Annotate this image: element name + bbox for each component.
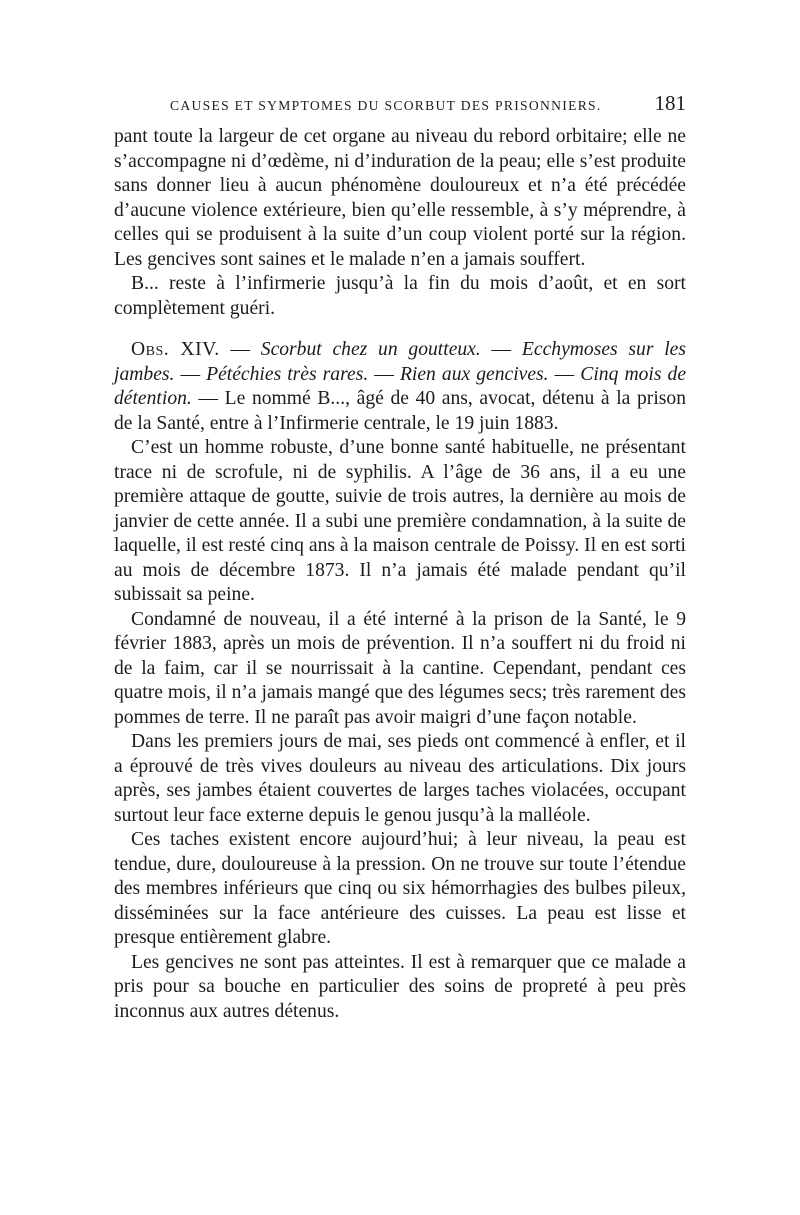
dash: —	[219, 339, 261, 360]
paragraph: Dans les premiers jours de mai, ses pieds ont commencé à enfler, et il a éprouvé de très vives douleurs au niveau des articulations. Dix jours après, ses jambes étaient couvertes de larges taches violacées, occupant surtout leur face externe depuis le genou jusqu’à la malléole.	[114, 731, 686, 826]
observation-duration: Cinq mois de détention.	[114, 363, 687, 409]
dash: —	[174, 363, 207, 385]
paragraph: Condamné de nouveau, il a été interné à la prison de la Santé, le 9 février 1883, après un mois de prévention. Il n’a souffert ni du froid ni de la faim, car il se nourrissait à la cantine. Cependant, pendant ces quatre mois, il n’a jamais mangé que des légumes secs; très rarement des pommes de terre. Il ne paraît pas avoir maigri d’une façon notable.	[114, 608, 686, 728]
paragraph: B... reste à l’infirmerie jusqu’à la fin du mois d’août, et en sort complètement guéri.	[114, 273, 686, 319]
paragraph: Les gencives ne sont pas atteintes. Il est à remarquer que ce malade a pris pour sa bouche en particulier des soins de propreté à peu près inconnus aux autres détenus.	[114, 951, 686, 1022]
running-header	[170, 91, 686, 121]
dash: —	[480, 339, 522, 360]
running-title: CAUSES ET SYMPTOMES DU SCORBUT DES PRISONNIERS.	[170, 98, 602, 113]
dash: —	[548, 363, 581, 385]
dash: —	[368, 363, 400, 385]
observation-label: Obs. XIV.	[131, 339, 220, 360]
observation-symptom: Pétéchies très rares.	[206, 363, 369, 385]
observation-heading	[114, 338, 686, 436]
page-number: 181	[654, 91, 686, 115]
observation-intro: — Le nommé B..., âgé de 40 ans, avocat, détenu à la prison de la Santé, entre à l’Infirmerie centrale, le 19 juin 1883.	[114, 388, 686, 434]
body-text	[114, 125, 686, 1024]
paragraph: Ces taches existent encore aujourd’hui; à leur niveau, la peau est tendue, dure, douloureuse à la pression. On ne trouve sur toute l’étendue des membres inférieurs que cinq ou six hémorrhagies des bulbes pileux, disséminées sur la face antérieure des cuisses. La peau est lisse et presque entièrement glabre.	[114, 829, 686, 948]
observation-title: Scorbut chez un goutteux.	[260, 339, 481, 360]
observation-symptom: Ecchymoses sur les jambes.	[114, 339, 687, 385]
observation-symptom: Rien aux gencives.	[399, 363, 549, 385]
paragraph-continued: pant toute la largeur de cet organe au niveau du rebord orbitaire; elle ne s’accompagne ni d’œdème, ni d’induration de la peau; elle s’est produite sans donner lieu à aucun phénomène douloureux et n’a été précédée d’aucune violence extérieure, bien qu’elle ressemble, à s’y méprendre, à celles qui se produisent à la suite d’un coup violent porté sur la région. Les gencives sont saines et le malade n’en a jamais souffert.	[114, 126, 686, 270]
paragraph: C’est un homme robuste, d’une bonne santé habituelle, ne présentant trace ni de scrofule, ni de syphilis. A l’âge de 36 ans, il a eu une première attaque de goutte, suivie de trois autres, la dernière au mois de janvier de cette année. Il a subi une première condamnation, à la suite de laquelle, il est resté cinq ans à la maison centrale de Poissy. Il en est sorti au mois de décembre 1873. Il n’a jamais été malade pendant qu’il subissait sa peine.	[114, 437, 686, 605]
